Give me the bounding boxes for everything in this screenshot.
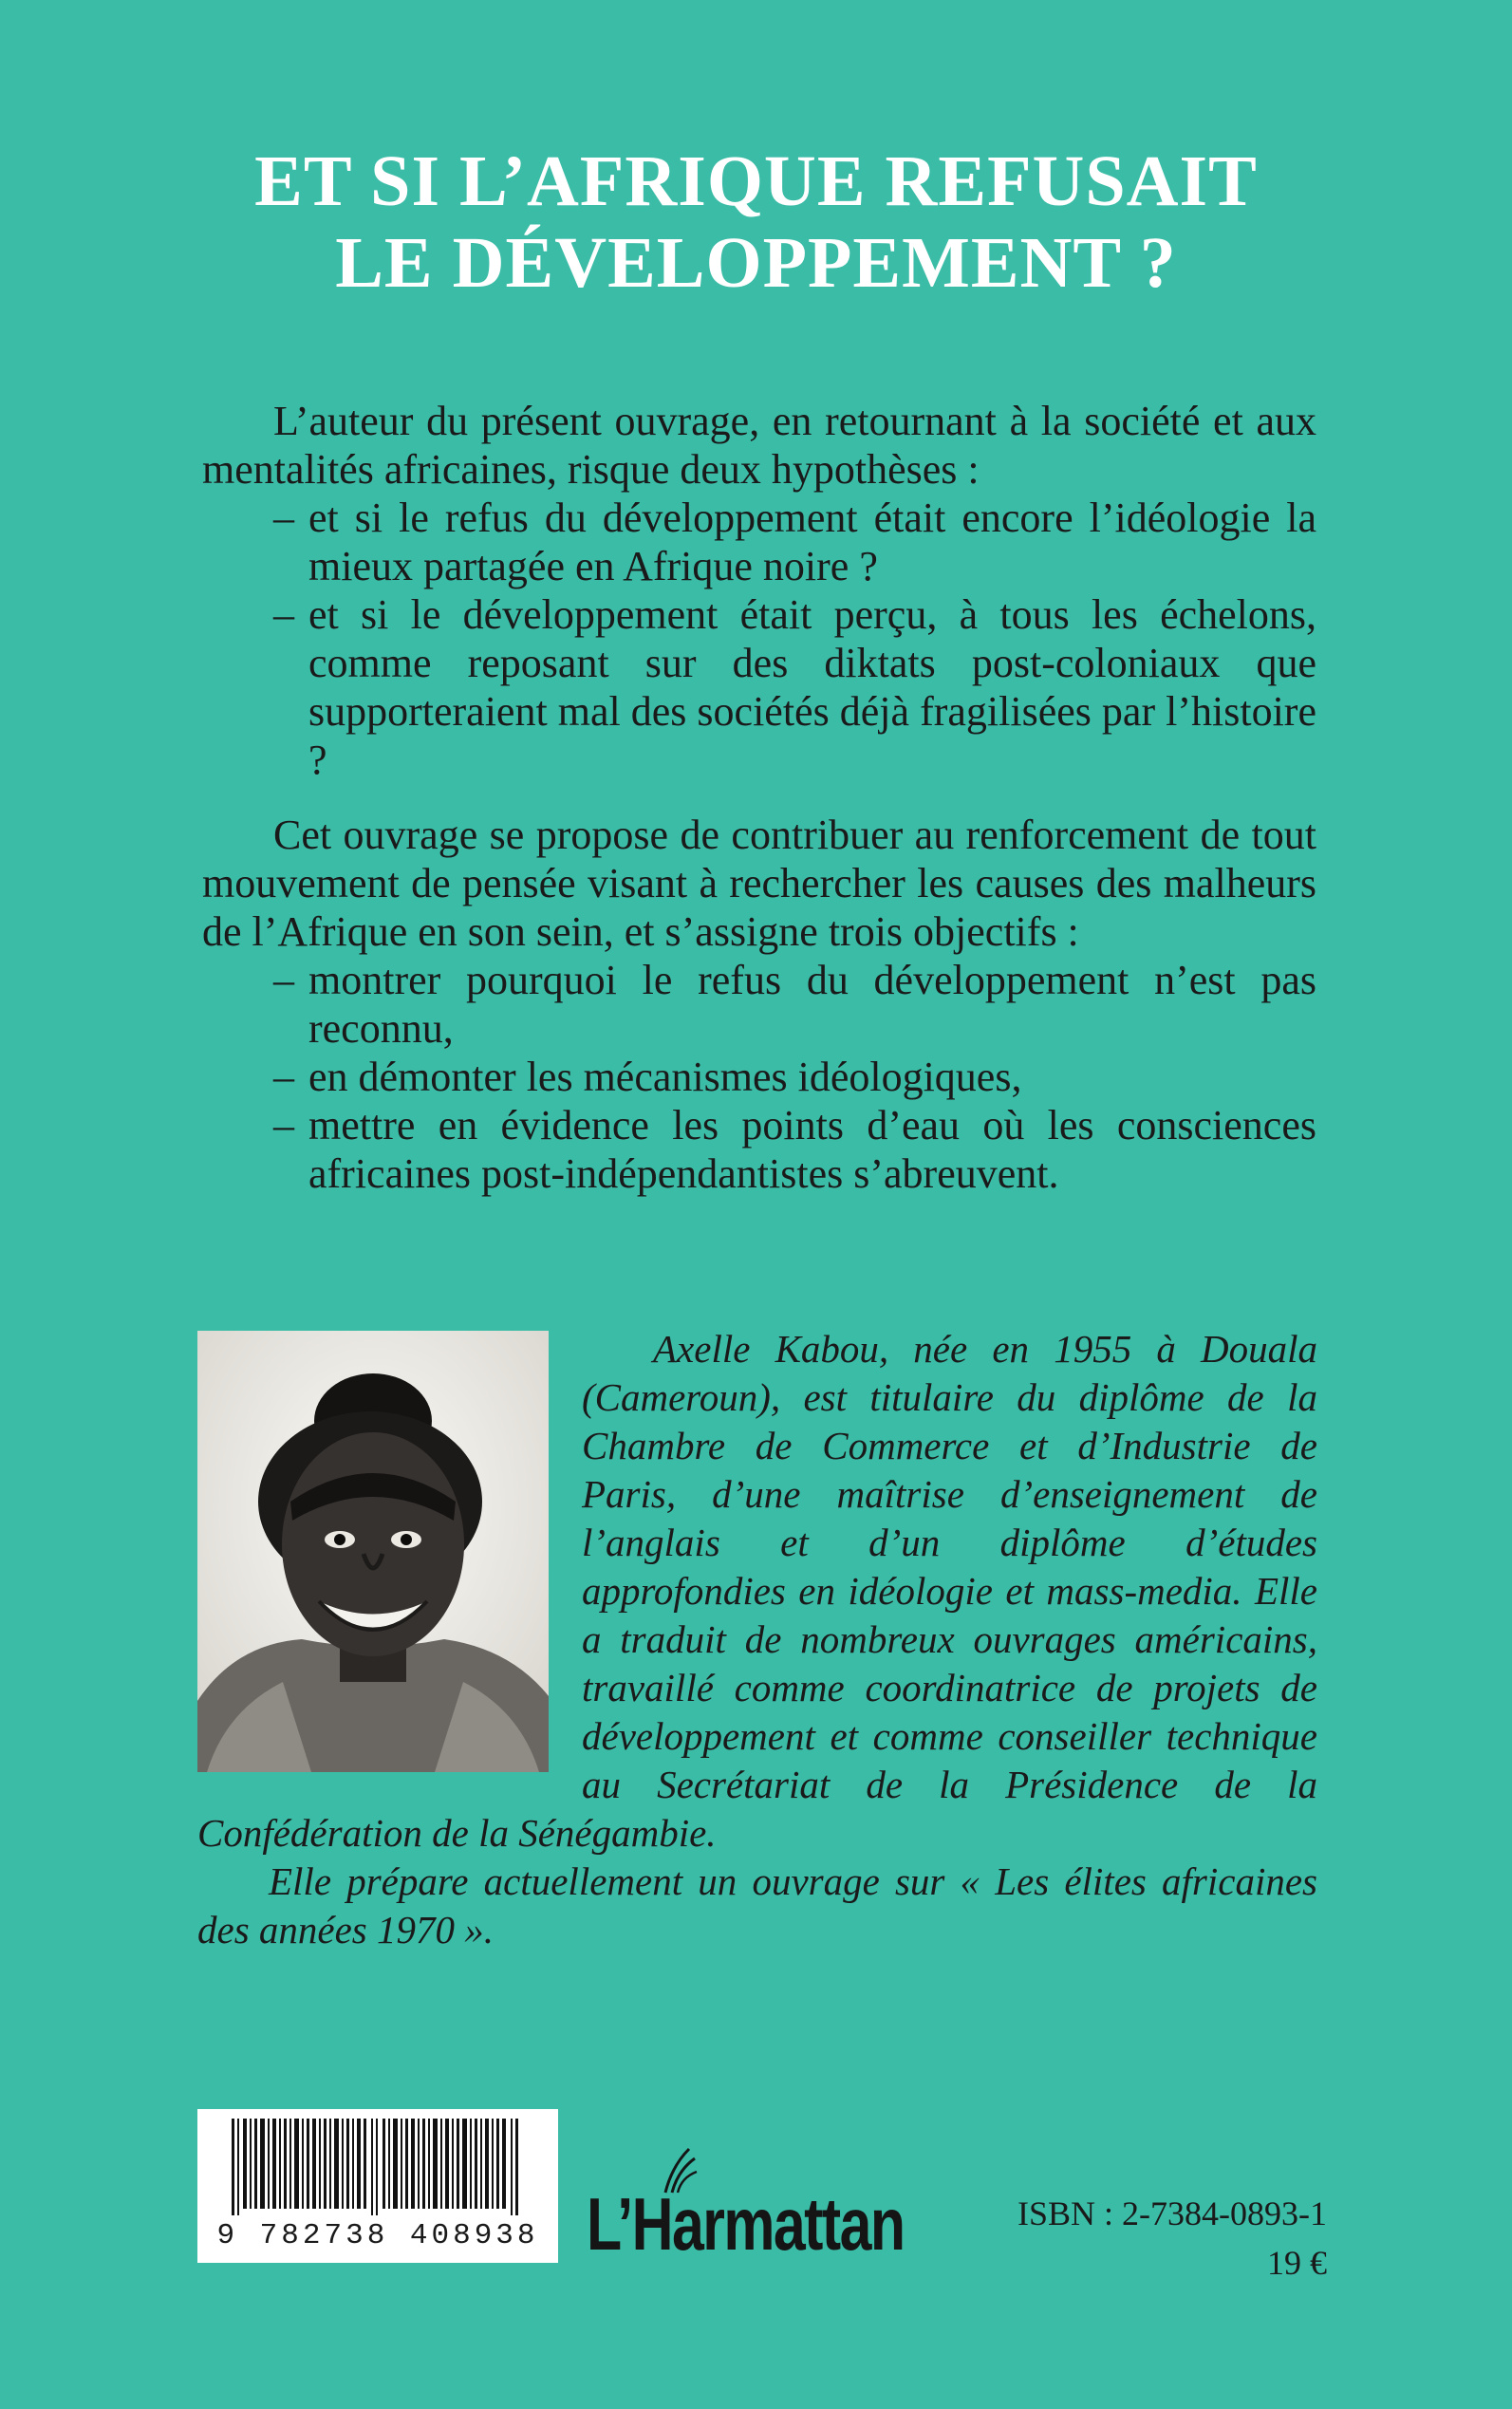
barcode-number: 9 782738 408938: [216, 2219, 539, 2252]
price: 19 €: [1267, 2244, 1327, 2282]
hypothesis-item: – et si le refus du développement était encore l’idéologie la mieux partagée en Afrique noire ?: [273, 495, 1316, 589]
objective-item: – montrer pourquoi le refus du développement n’est pas reconnu,: [273, 957, 1316, 1052]
hypotheses-list: [202, 494, 1316, 784]
author-bio: [197, 1325, 1317, 1954]
barcode: [197, 2109, 558, 2263]
photo-spacer: [197, 1325, 582, 1779]
objective-item: – en démonter les mécanismes idéologiques,: [273, 1054, 1022, 1100]
author-next-book: Elle prépare actuellement un ouvrage sur « Les élites africaines des années 1970 ».: [197, 1859, 1317, 1951]
hypothesis-item: – et si le développement était perçu, à tous les échelons, comme reposant sur des diktats post-coloniaux que supporteraient mal des sociétés déjà fragilisées par l’histoire ?: [273, 591, 1316, 783]
hypothesis-text: et si le développement était perçu, à tous les échelons, comme reposant sur des diktats post-coloniaux que supporteraient mal des sociétés déjà fragilisées par l’histoire ?: [308, 591, 1316, 783]
book-title: [0, 140, 1512, 304]
objective-text: mettre en évidence les points d’eau où les consciences africaines post-indépendantistes s’abreuvent.: [308, 1102, 1316, 1197]
goals-paragraph: Cet ouvrage se propose de contribuer au renforcement de tout mouvement de pensée visant à rechercher les causes des malheurs de l’Afrique en son sein, et s’assigne trois objectifs :: [202, 812, 1316, 955]
publisher-name: L’Harmattan: [587, 2182, 905, 2266]
publisher-logo: [587, 2176, 947, 2280]
barcode-icon: [197, 2109, 558, 2223]
intro-paragraph: L’auteur du présent ouvrage, en retournant à la société et aux mentalités africaines, risque deux hypothèses :: [202, 398, 1316, 493]
author-bio-text: Axelle Kabou, née en 1955 à Douala (Cameroun), est titulaire du diplôme de la Chambre de Commerce et d’Industrie de Paris, d’une maîtrise d’enseignement de l’anglais et d’un diplôme d’études approfondies en idéologie et mass-media. Elle a traduit de nombreux ouvrages américains, travaillé comme coordinatrice de projets de développement et comme conseiller technique au Secrétariat de la Présidence de la Confédération de la Sénégambie.: [197, 1327, 1317, 1855]
isbn: ISBN : 2-7384-0893-1: [1017, 2194, 1327, 2232]
objectives-list: [202, 956, 1316, 1198]
objective-text: montrer pourquoi le refus du développement n’est pas reconnu,: [308, 957, 1316, 1052]
objective-item: – mettre en évidence les points d’eau où les consciences africaines post-indépendantistes s’abreuvent.: [273, 1102, 1316, 1197]
back-cover-text: [202, 397, 1316, 1198]
isbn-block: [1017, 2189, 1327, 2288]
hypothesis-text: et si le refus du développement était encore l’idéologie la mieux partagée en Afrique noire ?: [308, 495, 1316, 589]
book-title-line-1: ET SI L’AFRIQUE REFUSAIT: [254, 141, 1258, 221]
book-title-line-2: LE DÉVELOPPEMENT ?: [335, 223, 1177, 303]
objective-text: en démonter les mécanismes idéologiques,: [308, 1054, 1022, 1100]
